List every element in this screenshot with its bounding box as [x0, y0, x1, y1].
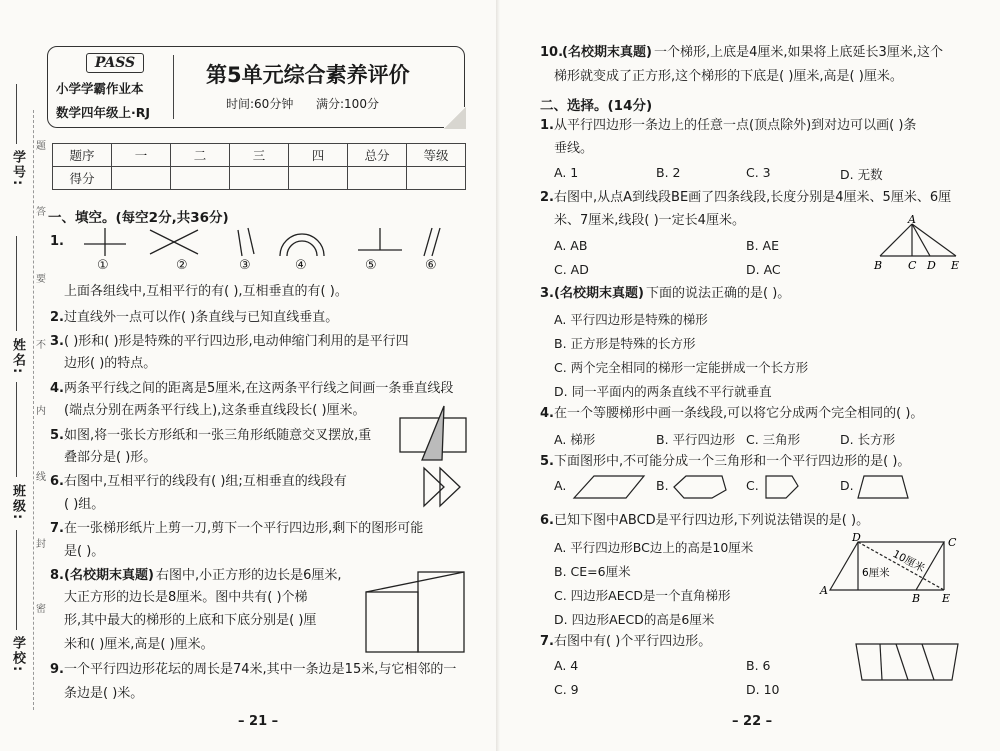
pass-logo: PASS — [86, 53, 144, 73]
question-text: 是( )。 — [64, 544, 105, 559]
question-number: 3. — [50, 334, 64, 349]
point-label: C — [908, 259, 917, 272]
right-page — [500, 0, 1000, 751]
question-text: (端点分别在两条平行线上),这条垂直线段长( )厘米。 — [64, 403, 366, 418]
option[interactable]: D. AC — [746, 262, 781, 277]
question-text: 垂线。 — [554, 141, 594, 156]
question-number: 7. — [50, 521, 64, 536]
question-number: 3. — [540, 286, 554, 301]
question-number: 6. — [540, 513, 554, 528]
option[interactable]: C. 9 — [554, 682, 579, 697]
option-d-shape — [854, 472, 912, 502]
option[interactable]: C. 三角形 — [746, 432, 801, 447]
q8-squares-figure — [364, 568, 468, 654]
option[interactable]: C. 两个完全相同的梯形一定能拼成一个长方形 — [554, 360, 809, 375]
score-header: 二 — [171, 144, 230, 167]
option[interactable]: A. 1 — [554, 165, 579, 180]
figure-label: ④ — [295, 258, 307, 273]
point-label: D — [927, 259, 936, 272]
question-number: 8. — [50, 568, 64, 583]
option[interactable]: B. 正方形是特殊的长方形 — [554, 336, 696, 351]
option[interactable]: B. 平行四边形 — [656, 432, 736, 447]
point-label: E — [951, 259, 960, 272]
question-text: 一个梯形,上底是4厘米,如果将上底延长3厘米,这个 — [654, 45, 943, 60]
header-divider — [173, 55, 174, 119]
question-text: 米和( )厘米,高是( )厘米。 — [64, 637, 214, 652]
option[interactable]: C. 3 — [746, 165, 771, 180]
option[interactable]: D. 四边形AECD的高是6厘米 — [554, 612, 715, 627]
question-text: 右图中,互相平行的线段有( )组;互相垂直的线段有 — [64, 474, 347, 489]
score-row-label: 得分 — [53, 167, 112, 190]
q6-arrow-figure — [420, 466, 466, 508]
option[interactable]: B. 6 — [746, 658, 771, 673]
question-number: 2. — [540, 190, 554, 205]
full-score: 满分:100分 — [316, 97, 379, 111]
question-number: 5. — [50, 428, 64, 443]
binding-hint: 密 — [36, 604, 46, 615]
figure-label: ⑥ — [425, 258, 437, 273]
question-text: 上面各组线中,互相平行的有( ),互相垂直的有( )。 — [64, 284, 348, 299]
binding-hint: 内 — [36, 406, 46, 417]
option-b-shape — [670, 472, 730, 502]
score-cell[interactable] — [407, 167, 466, 190]
binding-hint: 线 — [36, 472, 46, 483]
page-curl — [444, 107, 466, 129]
question-text: 下面图形中,不可能分成一个三角形和一个平行四边形的是( )。 — [554, 454, 911, 469]
question-text: 梯形就变成了正方形,这个梯形的下底是( )厘米,高是( )厘米。 — [554, 69, 903, 84]
question-tag: (名校期末真题) — [64, 568, 154, 583]
dimension-label: 10厘米 — [890, 548, 927, 575]
question-tag: (名校期末真题) — [554, 286, 644, 301]
option[interactable]: B. AE — [746, 238, 779, 253]
point-label: C — [948, 536, 957, 549]
binding-hint: 答 — [36, 207, 46, 218]
q5-overlap-figure — [396, 404, 470, 462]
q1-line-figures — [80, 226, 460, 258]
class-label: 班级: — [10, 484, 25, 522]
question-text: 右图中,小正方形的边长是6厘米, — [156, 568, 342, 583]
score-header: 总分 — [348, 144, 407, 167]
question-number: 2. — [50, 310, 64, 325]
option[interactable]: D. — [840, 478, 854, 493]
binding-hint: 题 — [36, 141, 46, 152]
figure-label: ① — [97, 258, 109, 273]
section-title: 一、填空。(每空2分,共36分) — [48, 210, 229, 226]
question-number: 1. — [50, 234, 64, 249]
series-name: 小学学霸作业本 — [56, 81, 144, 96]
score-table — [52, 143, 466, 190]
score-header: 题序 — [53, 144, 112, 167]
section-title: 二、选择。(14分) — [540, 98, 653, 114]
question-text: ( )组。 — [64, 497, 105, 512]
score-header: 三 — [230, 144, 289, 167]
student-id-blank — [16, 84, 17, 144]
score-cell[interactable] — [171, 167, 230, 190]
option[interactable]: B. — [656, 478, 669, 493]
question-text: 右图中,从点A到线段BE画了四条线段,长度分别是4厘米、5厘米、6厘 — [554, 190, 952, 205]
question-number: 4. — [50, 381, 64, 396]
question-number: 6. — [50, 474, 64, 489]
time-limit: 时间:60分钟 — [226, 97, 294, 111]
binding-hint: 要 — [36, 274, 46, 285]
question-number: 9. — [50, 662, 64, 677]
point-label: B — [912, 592, 921, 604]
question-text: 下面的说法正确的是( )。 — [646, 286, 791, 301]
option[interactable]: A. 4 — [554, 658, 579, 673]
c2-segments-figure — [872, 214, 964, 272]
option[interactable]: A. — [554, 478, 567, 493]
score-cell[interactable] — [112, 167, 171, 190]
question-text: 一个平行四边形花坛的周长是74米,其中一条边是15米,与它相邻的一 — [64, 662, 457, 677]
title-header — [47, 46, 465, 128]
question-text: 在一张梯形纸片上剪一刀,剪下一个平行四边形,剩下的图形可能 — [64, 521, 424, 536]
point-label: A — [908, 214, 916, 226]
name-blank — [16, 236, 17, 331]
point-label: E — [942, 592, 951, 604]
question-text: 米、7厘米,线段( )一定长4厘米。 — [554, 213, 745, 228]
option[interactable]: C. 四边形AECD是一个直角梯形 — [554, 588, 731, 603]
student-id-label: 学号: — [10, 150, 25, 188]
question-text: 已知下图中ABCD是平行四边形,下列说法错误的是( )。 — [554, 513, 870, 528]
page-number: – 21 – — [238, 714, 279, 729]
question-number: 4. — [540, 406, 554, 421]
question-text: 两条平行线之间的距离是5厘米,在这两条平行线之间画一条垂直线段 — [64, 381, 454, 396]
question-number: 1. — [540, 118, 554, 133]
figure-label: ⑤ — [365, 258, 377, 273]
school-blank — [16, 530, 17, 630]
question-text: 右图中有( )个平行四边形。 — [554, 634, 712, 649]
question-text: 过直线外一点可以作( )条直线与已知直线垂直。 — [64, 310, 339, 325]
score-header: 等级 — [407, 144, 466, 167]
option[interactable]: C. AD — [554, 262, 589, 277]
option-a-shape — [570, 472, 648, 502]
question-number: 7. — [540, 634, 554, 649]
binding-line — [33, 110, 34, 710]
option[interactable]: B. CE=6厘米 — [554, 564, 631, 579]
option-c-shape — [762, 472, 802, 502]
option[interactable]: B. 2 — [656, 165, 681, 180]
score-header: 四 — [289, 144, 348, 167]
question-text: 叠部分是( )形。 — [64, 450, 157, 465]
question-text: 大正方形的边长是8厘米。图中共有( )个梯 — [64, 590, 308, 605]
dimension-label: 6厘米 — [862, 567, 890, 579]
point-label: D — [852, 532, 861, 544]
question-text: 如图,将一张长方形纸和一张三角形纸随意交叉摆放,重 — [64, 428, 372, 443]
question-text: ( )形和( )形是特殊的平行四边形,电动伸缩门利用的是平行四 — [64, 334, 409, 349]
figure-label: ③ — [239, 258, 251, 273]
question-number: 5. — [540, 454, 554, 469]
option[interactable]: A. 平行四边形是特殊的梯形 — [554, 312, 708, 327]
score-cell[interactable] — [348, 167, 407, 190]
option[interactable]: C. — [746, 478, 759, 493]
class-blank — [16, 382, 17, 477]
point-label: A — [820, 584, 828, 597]
score-cell[interactable] — [230, 167, 289, 190]
question-text: 形,其中最大的梯形的上底和下底分别是( )厘 — [64, 613, 317, 628]
c7-parallelograms-figure — [852, 640, 964, 684]
option[interactable]: A. 平行四边形BC边上的高是10厘米 — [554, 540, 754, 555]
option[interactable]: D. 长方形 — [840, 432, 896, 447]
school-label: 学校: — [10, 636, 25, 674]
page-number: – 22 – — [732, 714, 773, 729]
grade-label: 数学四年级上·RJ — [56, 105, 151, 120]
question-text: 在一个等腰梯形中画一条线段,可以将它分成两个完全相同的( )。 — [554, 406, 924, 421]
option[interactable]: D. 同一平面内的两条直线不平行就垂直 — [554, 384, 772, 399]
question-text: 条边是( )米。 — [64, 686, 144, 701]
question-tag: (名校期末真题) — [562, 45, 652, 60]
page-title: 第5单元综合素养评价 — [206, 63, 410, 87]
binding-hint: 不 — [36, 340, 46, 351]
point-label: B — [874, 259, 883, 272]
option[interactable]: A. AB — [554, 238, 588, 253]
option[interactable]: A. 梯形 — [554, 432, 596, 447]
question-text: 边形( )的特点。 — [64, 356, 157, 371]
option[interactable]: D. 10 — [746, 682, 780, 697]
binding-hint: 封 — [36, 539, 46, 550]
score-header: 一 — [112, 144, 171, 167]
name-label: 姓名: — [10, 338, 25, 376]
question-number: 10. — [540, 45, 564, 60]
option[interactable]: D. 无数 — [840, 167, 883, 182]
c6-parallelogram-figure — [818, 532, 964, 604]
score-cell[interactable] — [289, 167, 348, 190]
question-text: 从平行四边形一条边上的任意一点(顶点除外)到对边可以画( )条 — [554, 118, 917, 133]
figure-label: ② — [176, 258, 188, 273]
